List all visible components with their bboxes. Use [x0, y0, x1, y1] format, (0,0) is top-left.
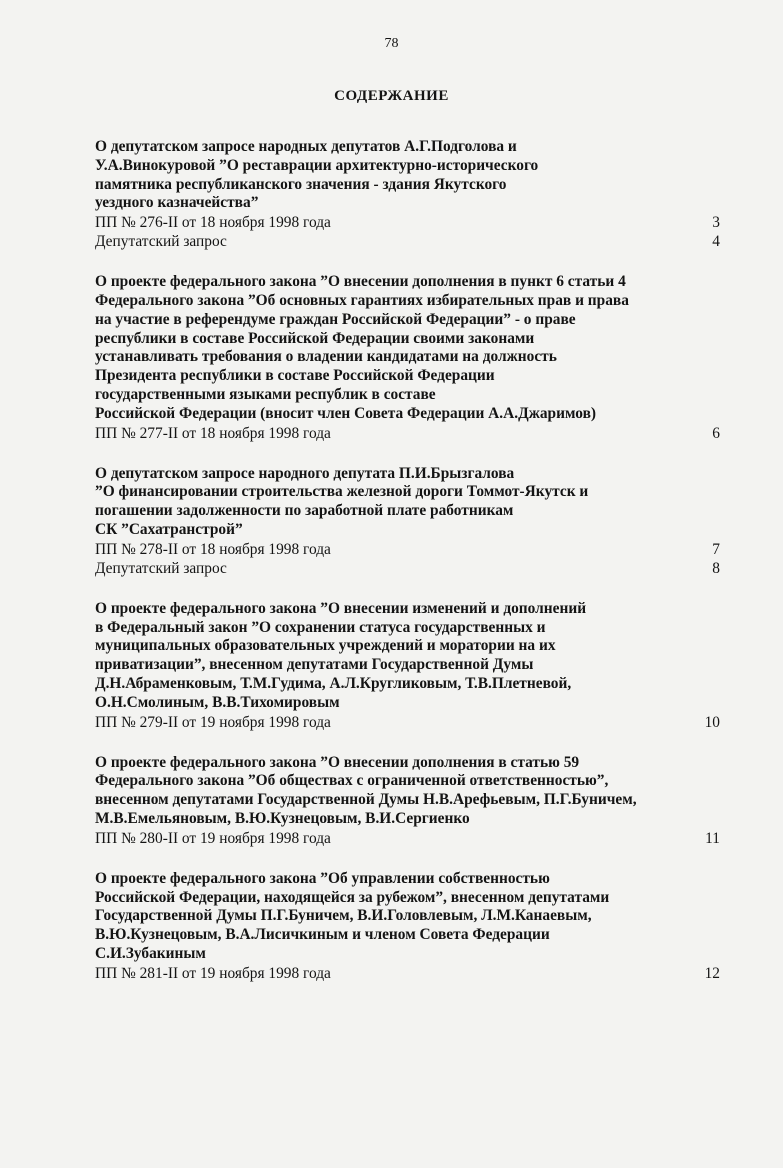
- toc-entry-reference: ПП № 276-II от 18 ноября 1998 года: [95, 214, 331, 232]
- toc-page-number: 11: [705, 829, 720, 847]
- toc-entry-reference: ПП № 278-II от 18 ноября 1998 года: [95, 540, 331, 558]
- toc-entry-row: [95, 559, 720, 578]
- toc-page-number: 7: [712, 540, 720, 558]
- toc-entry-reference: ПП № 279-II от 19 ноября 1998 года: [95, 713, 331, 731]
- toc-entry: [95, 754, 720, 848]
- toc-entry-reference: ПП № 277-II от 18 ноября 1998 года: [95, 424, 331, 442]
- toc-entry-title: О депутатском запросе народного депутата П.И.Брызгалова ”О финансировании строительства железной дороги Томмот-Якутск и погашении задолженности по заработной плате работникам СК ”Сахатранстрой”: [95, 464, 589, 538]
- toc-entry-row: [95, 713, 720, 732]
- toc-entry-reference: Депутатский запрос: [95, 559, 227, 577]
- toc-page-number: 4: [712, 233, 720, 251]
- toc-entry: [95, 138, 720, 251]
- toc-page-number: 3: [712, 214, 720, 232]
- toc-entry: [95, 465, 720, 578]
- toc-entry-row: [95, 424, 720, 443]
- toc-entry-title: О депутатском запросе народных депутатов А.Г.Подголова и У.А.Винокуровой ”О реставрации архитектурно-исторического памятника республиканского значения - здания Якутского уездного казначейства”: [95, 138, 539, 212]
- toc-entry: [95, 273, 720, 442]
- toc-entry-row: [95, 232, 720, 251]
- toc-entry-row: [95, 829, 720, 848]
- toc-entry-reference: Депутатский запрос: [95, 233, 227, 251]
- toc-entry: [95, 870, 720, 983]
- table-of-contents: [95, 138, 720, 1005]
- toc-entry-title: О проекте федерального закона ”О внесении изменений и дополнений в Федеральный закон ”О сохранении статуса государственных и муниципальных образовательных учреждений и моратории на их приватизации”, внесенном депутатами Государственной Думы Д.Н.Абраменковым, Т.М.Гудима, А.Л.Кругликовым, Т.В.Плетневой, О.Н.Смолиным, В.В.Тихомировым: [95, 599, 587, 711]
- toc-entry-row: [95, 213, 720, 232]
- toc-entry-reference: ПП № 280-II от 19 ноября 1998 года: [95, 829, 331, 847]
- toc-entry-title: О проекте федерального закона ”Об управлении собственностью Российской Федерации, находящейся за рубежом”, внесенном депутатами Государственной Думы П.Г.Буничем, В.И.Головлевым, Л.М.Канаевым, В.Ю.Кузнецовым, В.А.Лисичкиным и членом Совета Федерации С.И.Зубакиным: [95, 869, 610, 962]
- toc-page-number: 10: [704, 713, 720, 731]
- toc-page-number: 8: [712, 559, 720, 577]
- page-number: 78: [384, 36, 399, 51]
- toc-entry-title: О проекте федерального закона ”О внесении дополнения в пункт 6 статьи 4 Федерального закона ”Об основных гарантиях избирательных прав и права на участие в референдуме граждан Российской Федерации” - о праве республики в составе Российской Федерации своими законами устанавливать требования о владении кандидатами на должность Президента республики в составе Российской Федерации государственными языками республик в составе Российской Федерации (вносит член Совета Федерации А.А.Джаримов): [95, 273, 629, 422]
- toc-entry-title: О проекте федерального закона ”О внесении дополнения в статью 59 Федерального закона ”Об обществах с ограниченной ответственностью”, внесенном депутатами Государственной Думы Н.В.Арефьевым, П.Г.Буничем, М.В.Емельяновым, В.Ю.Кузнецовым, В.И.Сергиенко: [95, 753, 637, 827]
- toc-entry-reference: ПП № 281-II от 19 ноября 1998 года: [95, 964, 331, 982]
- toc-page-number: 6: [712, 424, 720, 442]
- toc-entry: [95, 600, 720, 732]
- toc-page-number: 12: [704, 964, 720, 982]
- toc-heading: СОДЕРЖАНИЕ: [334, 88, 449, 104]
- toc-entry-row: [95, 964, 720, 983]
- toc-entry-row: [95, 540, 720, 559]
